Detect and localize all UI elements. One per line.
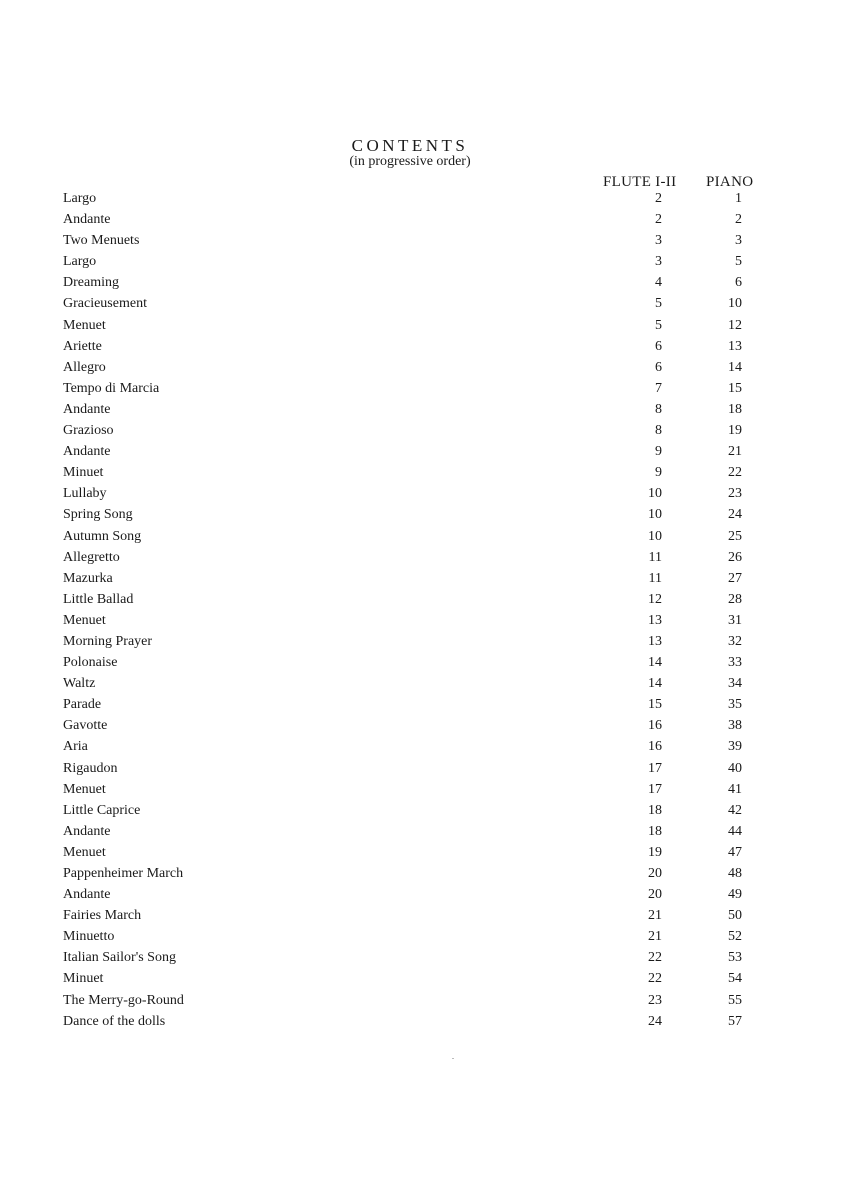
flute-page-number: 10 [648, 507, 662, 523]
piece-title: Little Ballad [63, 591, 134, 607]
list-item [0, 992, 852, 1013]
list-item [0, 211, 852, 232]
piece-title: The Merry-go-Round [63, 992, 184, 1008]
piano-page-number: 25 [728, 528, 742, 544]
piano-page-number: 55 [728, 992, 742, 1008]
piece-title: Rigaudon [63, 760, 118, 776]
piano-page-number: 6 [735, 275, 742, 291]
piano-page-number: 2 [735, 212, 742, 228]
piano-page-number: 38 [728, 718, 742, 734]
piano-page-number: 1 [735, 191, 742, 206]
piece-title: Pappenheimer March [63, 866, 184, 881]
flute-page-number: 20 [648, 887, 662, 903]
flute-page-number: 15 [648, 697, 662, 713]
piece-title: Waltz [63, 676, 96, 692]
flute-page-number: 20 [648, 866, 662, 881]
flute-page-number: 6 [655, 359, 662, 375]
piano-page-number: 23 [728, 486, 742, 502]
list-item [0, 612, 852, 633]
page-subtitle: (in progressive order) [349, 154, 471, 169]
piano-column-header: PIANO [706, 174, 754, 190]
piece-title: Lullaby [63, 486, 107, 502]
flute-page-number: 18 [648, 823, 662, 839]
piano-page-number: 57 [728, 1013, 742, 1029]
piece-title: Parade [63, 697, 102, 713]
flute-page-number: 13 [648, 612, 662, 628]
list-item [0, 190, 852, 211]
contents-list [0, 190, 852, 1034]
flute-page-number: 8 [655, 423, 662, 439]
flute-column-header: FLUTE I-II [603, 174, 677, 190]
flute-page-number: 6 [655, 338, 662, 354]
piece-title: Andante [63, 401, 111, 417]
list-item [0, 928, 852, 949]
list-item [0, 528, 852, 549]
piece-title: Mazurka [63, 570, 113, 586]
flute-page-number: 9 [655, 444, 662, 460]
piano-page-number: 47 [728, 844, 742, 860]
piece-title: Andante [63, 444, 111, 460]
flute-page-number: 17 [648, 781, 662, 797]
piece-title: Menuet [63, 612, 106, 628]
flute-page-number: 2 [655, 191, 662, 206]
page-title: CONTENTS [351, 136, 469, 155]
piano-page-number: 40 [728, 760, 742, 776]
flute-page-number: 5 [655, 296, 662, 312]
list-item [0, 675, 852, 696]
flute-page-number: 21 [648, 929, 662, 945]
piece-title: Minuet [63, 465, 104, 481]
piano-page-number: 34 [728, 676, 742, 692]
piano-page-number: 31 [728, 612, 742, 628]
piece-title: Menuet [63, 844, 106, 860]
piece-title: Two Menuets [63, 233, 140, 249]
flute-page-number: 11 [648, 570, 662, 586]
piece-title: Dreaming [63, 275, 119, 291]
piano-page-number: 41 [728, 781, 742, 797]
piece-title: Italian Sailor's Song [63, 950, 176, 966]
piano-page-number: 54 [728, 971, 742, 987]
list-item [0, 823, 852, 844]
list-item [0, 802, 852, 823]
list-item [0, 970, 852, 991]
piece-title: Little Caprice [63, 802, 141, 818]
flute-page-number: 23 [648, 992, 662, 1008]
list-item [0, 443, 852, 464]
list-item [0, 949, 852, 970]
piano-page-number: 12 [728, 317, 742, 333]
piano-page-number: 39 [728, 739, 742, 755]
flute-page-number: 24 [648, 1013, 662, 1029]
flute-page-number: 16 [648, 739, 662, 755]
flute-page-number: 13 [648, 633, 662, 649]
piece-title: Minuetto [63, 929, 115, 945]
piece-title: Minuet [63, 971, 104, 987]
list-item [0, 232, 852, 253]
flute-page-number: 5 [655, 317, 662, 333]
piece-title: Gavotte [63, 718, 108, 734]
list-item [0, 485, 852, 506]
piece-title: Fairies March [63, 908, 142, 924]
list-item [0, 570, 852, 591]
piece-title: Andante [63, 212, 111, 228]
list-item [0, 549, 852, 570]
piano-page-number: 50 [728, 908, 742, 924]
flute-page-number: 8 [655, 401, 662, 417]
flute-page-number: 10 [648, 528, 662, 544]
piece-title: Polonaise [63, 655, 118, 671]
flute-page-number: 4 [655, 275, 662, 291]
flute-page-number: 17 [648, 760, 662, 776]
flute-page-number: 9 [655, 465, 662, 481]
flute-page-number: 18 [648, 802, 662, 818]
piece-title: Andante [63, 887, 111, 903]
list-item [0, 317, 852, 338]
piano-page-number: 13 [728, 338, 742, 354]
list-item [0, 1013, 852, 1034]
piece-title: Ariette [63, 338, 102, 354]
piano-page-number: 42 [728, 802, 742, 818]
list-item [0, 422, 852, 443]
piano-page-number: 18 [728, 401, 742, 417]
piano-page-number: 14 [728, 359, 742, 375]
paper-speck [452, 1058, 454, 1059]
flute-page-number: 10 [648, 486, 662, 502]
piano-page-number: 21 [728, 444, 742, 460]
list-item [0, 844, 852, 865]
piece-title: Gracieusement [63, 296, 147, 312]
flute-page-number: 11 [648, 549, 662, 565]
piano-page-number: 24 [728, 507, 742, 523]
flute-page-number: 21 [648, 908, 662, 924]
piano-page-number: 53 [728, 950, 742, 966]
flute-page-number: 7 [655, 380, 662, 396]
piece-title: Menuet [63, 781, 106, 797]
piece-title: Andante [63, 823, 111, 839]
piano-page-number: 52 [728, 929, 742, 945]
list-item [0, 401, 852, 422]
list-item [0, 464, 852, 485]
list-item [0, 295, 852, 316]
list-item [0, 760, 852, 781]
piece-title: Grazioso [63, 423, 114, 439]
flute-page-number: 14 [648, 655, 662, 671]
piece-title: Autumn Song [63, 528, 142, 544]
list-item [0, 654, 852, 675]
piano-page-number: 22 [728, 465, 742, 481]
piano-page-number: 26 [728, 549, 742, 565]
flute-page-number: 19 [648, 844, 662, 860]
list-item [0, 738, 852, 759]
piano-page-number: 28 [728, 591, 742, 607]
piano-page-number: 19 [728, 423, 742, 439]
list-item [0, 359, 852, 380]
piece-title: Aria [63, 739, 88, 755]
list-item [0, 380, 852, 401]
piece-title: Allegro [63, 359, 106, 375]
piece-title: Largo [63, 191, 97, 206]
list-item [0, 253, 852, 274]
list-item [0, 338, 852, 359]
list-item [0, 633, 852, 654]
piano-page-number: 32 [728, 633, 742, 649]
piece-title: Spring Song [63, 507, 133, 523]
piano-page-number: 3 [735, 233, 742, 249]
piece-title: Largo [63, 254, 97, 270]
piano-page-number: 48 [728, 866, 742, 881]
list-item [0, 696, 852, 717]
piano-page-number: 49 [728, 887, 742, 903]
flute-page-number: 14 [648, 676, 662, 692]
flute-page-number: 2 [655, 212, 662, 228]
flute-page-number: 22 [648, 971, 662, 987]
piano-page-number: 15 [728, 380, 742, 396]
piece-title: Tempo di Marcia [63, 380, 160, 396]
flute-page-number: 22 [648, 950, 662, 966]
list-item [0, 274, 852, 295]
piano-page-number: 44 [728, 823, 742, 839]
piece-title: Morning Prayer [63, 633, 153, 649]
list-item [0, 886, 852, 907]
piano-page-number: 35 [728, 697, 742, 713]
list-item [0, 781, 852, 802]
list-item [0, 506, 852, 527]
piano-page-number: 10 [728, 296, 742, 312]
piano-page-number: 5 [735, 254, 742, 270]
piece-title: Allegretto [63, 549, 120, 565]
piano-page-number: 27 [728, 570, 742, 586]
piece-title: Dance of the dolls [63, 1013, 166, 1029]
flute-page-number: 3 [655, 233, 662, 249]
piano-page-number: 33 [728, 655, 742, 671]
flute-page-number: 3 [655, 254, 662, 270]
list-item [0, 717, 852, 738]
list-item [0, 865, 852, 886]
flute-page-number: 16 [648, 718, 662, 734]
flute-page-number: 12 [648, 591, 662, 607]
list-item [0, 591, 852, 612]
piece-title: Menuet [63, 317, 106, 333]
list-item [0, 907, 852, 928]
